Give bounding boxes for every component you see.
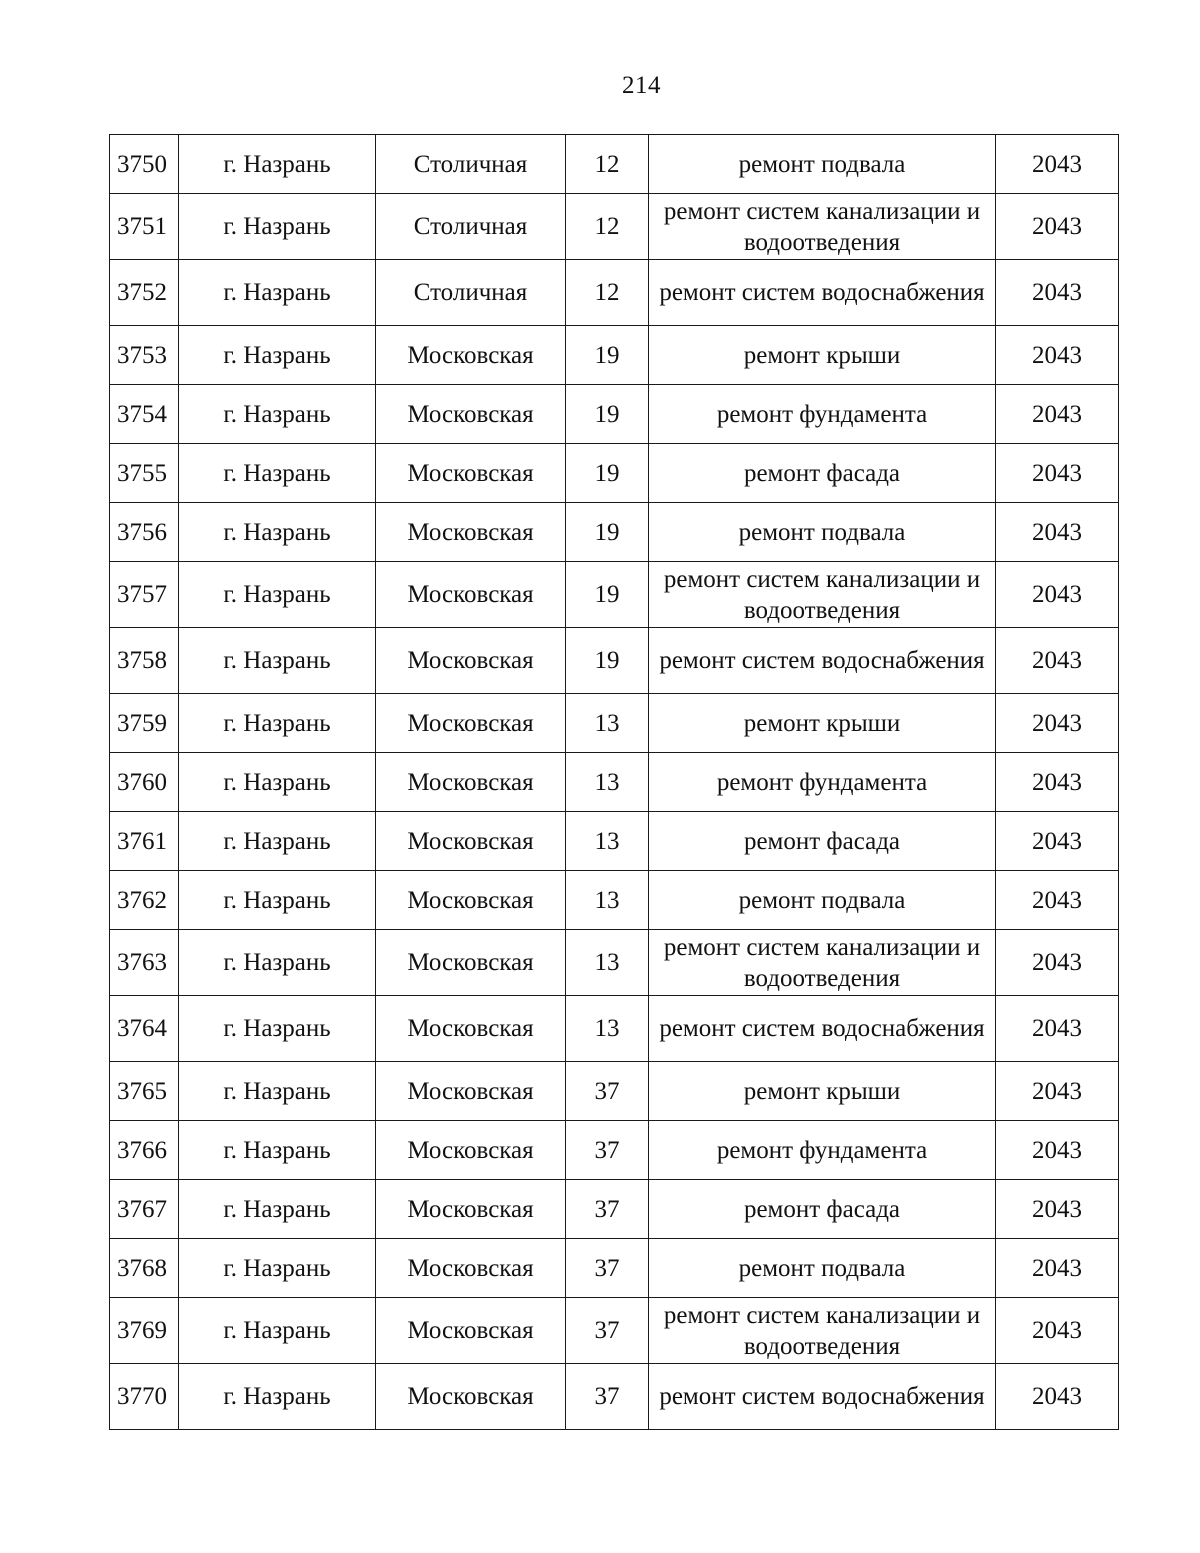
work-type-cell: ремонт фасада bbox=[649, 444, 996, 503]
table-row bbox=[110, 812, 1119, 871]
year-cell: 2043 bbox=[996, 562, 1119, 628]
year-cell: 2043 bbox=[996, 1239, 1119, 1298]
city-cell: г. Назрань bbox=[179, 385, 376, 444]
row-number-cell: 3756 bbox=[110, 503, 179, 562]
row-number-cell: 3763 bbox=[110, 930, 179, 996]
year-cell: 2043 bbox=[996, 996, 1119, 1062]
row-number-cell: 3759 bbox=[110, 694, 179, 753]
work-type-cell: ремонт систем водоснабжения bbox=[649, 628, 996, 694]
row-number-cell: 3758 bbox=[110, 628, 179, 694]
street-cell: Московская bbox=[376, 753, 566, 812]
work-type-cell: ремонт систем водоснабжения bbox=[649, 996, 996, 1062]
row-number-cell: 3761 bbox=[110, 812, 179, 871]
year-cell: 2043 bbox=[996, 1062, 1119, 1121]
year-cell: 2043 bbox=[996, 1121, 1119, 1180]
street-cell: Московская bbox=[376, 326, 566, 385]
year-cell: 2043 bbox=[996, 1180, 1119, 1239]
work-type-cell: ремонт крыши bbox=[649, 1062, 996, 1121]
table-row bbox=[110, 753, 1119, 812]
work-type-cell: ремонт систем канализации и водоотведения bbox=[649, 562, 996, 628]
row-number-cell: 3754 bbox=[110, 385, 179, 444]
table-row bbox=[110, 694, 1119, 753]
house-number-cell: 13 bbox=[566, 996, 649, 1062]
work-type-cell: ремонт фасада bbox=[649, 1180, 996, 1239]
table-body bbox=[110, 135, 1119, 1430]
city-cell: г. Назрань bbox=[179, 562, 376, 628]
year-cell: 2043 bbox=[996, 503, 1119, 562]
table-row bbox=[110, 385, 1119, 444]
house-number-cell: 19 bbox=[566, 444, 649, 503]
work-type-cell: ремонт фундамента bbox=[649, 1121, 996, 1180]
table-row bbox=[110, 996, 1119, 1062]
year-cell: 2043 bbox=[996, 1298, 1119, 1364]
city-cell: г. Назрань bbox=[179, 1180, 376, 1239]
street-cell: Столичная bbox=[376, 194, 566, 260]
city-cell: г. Назрань bbox=[179, 444, 376, 503]
work-type-cell: ремонт крыши bbox=[649, 326, 996, 385]
row-number-cell: 3751 bbox=[110, 194, 179, 260]
year-cell: 2043 bbox=[996, 385, 1119, 444]
house-number-cell: 37 bbox=[566, 1298, 649, 1364]
work-type-cell: ремонт подвала bbox=[649, 503, 996, 562]
row-number-cell: 3767 bbox=[110, 1180, 179, 1239]
repair-schedule-table bbox=[109, 134, 1119, 1430]
work-type-cell: ремонт подвала bbox=[649, 1239, 996, 1298]
street-cell: Московская bbox=[376, 996, 566, 1062]
street-cell: Московская bbox=[376, 628, 566, 694]
year-cell: 2043 bbox=[996, 135, 1119, 194]
house-number-cell: 19 bbox=[566, 628, 649, 694]
year-cell: 2043 bbox=[996, 194, 1119, 260]
year-cell: 2043 bbox=[996, 930, 1119, 996]
work-type-cell: ремонт систем водоснабжения bbox=[649, 260, 996, 326]
table-row bbox=[110, 503, 1119, 562]
table-row bbox=[110, 562, 1119, 628]
row-number-cell: 3757 bbox=[110, 562, 179, 628]
year-cell: 2043 bbox=[996, 628, 1119, 694]
table-row bbox=[110, 194, 1119, 260]
work-type-cell: ремонт систем канализации и водоотведения bbox=[649, 1298, 996, 1364]
house-number-cell: 13 bbox=[566, 694, 649, 753]
year-cell: 2043 bbox=[996, 812, 1119, 871]
street-cell: Московская bbox=[376, 503, 566, 562]
year-cell: 2043 bbox=[996, 260, 1119, 326]
city-cell: г. Назрань bbox=[179, 694, 376, 753]
street-cell: Московская bbox=[376, 385, 566, 444]
row-number-cell: 3768 bbox=[110, 1239, 179, 1298]
row-number-cell: 3762 bbox=[110, 871, 179, 930]
house-number-cell: 37 bbox=[566, 1121, 649, 1180]
city-cell: г. Назрань bbox=[179, 1239, 376, 1298]
street-cell: Московская bbox=[376, 1180, 566, 1239]
street-cell: Столичная bbox=[376, 260, 566, 326]
house-number-cell: 37 bbox=[566, 1180, 649, 1239]
row-number-cell: 3766 bbox=[110, 1121, 179, 1180]
house-number-cell: 13 bbox=[566, 871, 649, 930]
house-number-cell: 12 bbox=[566, 135, 649, 194]
table-row bbox=[110, 1298, 1119, 1364]
house-number-cell: 19 bbox=[566, 503, 649, 562]
row-number-cell: 3770 bbox=[110, 1364, 179, 1430]
house-number-cell: 19 bbox=[566, 562, 649, 628]
house-number-cell: 37 bbox=[566, 1062, 649, 1121]
street-cell: Московская bbox=[376, 1062, 566, 1121]
city-cell: г. Назрань bbox=[179, 753, 376, 812]
work-type-cell: ремонт подвала bbox=[649, 871, 996, 930]
row-number-cell: 3760 bbox=[110, 753, 179, 812]
row-number-cell: 3765 bbox=[110, 1062, 179, 1121]
city-cell: г. Назрань bbox=[179, 996, 376, 1062]
row-number-cell: 3764 bbox=[110, 996, 179, 1062]
row-number-cell: 3753 bbox=[110, 326, 179, 385]
street-cell: Московская bbox=[376, 871, 566, 930]
street-cell: Московская bbox=[376, 930, 566, 996]
table-row bbox=[110, 1239, 1119, 1298]
table-row bbox=[110, 1364, 1119, 1430]
city-cell: г. Назрань bbox=[179, 812, 376, 871]
city-cell: г. Назрань bbox=[179, 260, 376, 326]
street-cell: Московская bbox=[376, 1364, 566, 1430]
row-number-cell: 3769 bbox=[110, 1298, 179, 1364]
house-number-cell: 13 bbox=[566, 930, 649, 996]
city-cell: г. Назрань bbox=[179, 1062, 376, 1121]
work-type-cell: ремонт систем канализации и водоотведения bbox=[649, 194, 996, 260]
table-row bbox=[110, 1062, 1119, 1121]
table-row bbox=[110, 1180, 1119, 1239]
city-cell: г. Назрань bbox=[179, 871, 376, 930]
year-cell: 2043 bbox=[996, 444, 1119, 503]
street-cell: Московская bbox=[376, 694, 566, 753]
year-cell: 2043 bbox=[996, 1364, 1119, 1430]
street-cell: Московская bbox=[376, 1298, 566, 1364]
house-number-cell: 12 bbox=[566, 260, 649, 326]
page-number: 214 bbox=[622, 72, 661, 99]
year-cell: 2043 bbox=[996, 694, 1119, 753]
work-type-cell: ремонт фундамента bbox=[649, 753, 996, 812]
row-number-cell: 3750 bbox=[110, 135, 179, 194]
street-cell: Московская bbox=[376, 1239, 566, 1298]
city-cell: г. Назрань bbox=[179, 194, 376, 260]
city-cell: г. Назрань bbox=[179, 503, 376, 562]
city-cell: г. Назрань bbox=[179, 326, 376, 385]
city-cell: г. Назрань bbox=[179, 1364, 376, 1430]
table-row bbox=[110, 1121, 1119, 1180]
city-cell: г. Назрань bbox=[179, 1121, 376, 1180]
table-row bbox=[110, 326, 1119, 385]
year-cell: 2043 bbox=[996, 871, 1119, 930]
row-number-cell: 3752 bbox=[110, 260, 179, 326]
table-row bbox=[110, 930, 1119, 996]
house-number-cell: 37 bbox=[566, 1239, 649, 1298]
house-number-cell: 13 bbox=[566, 812, 649, 871]
year-cell: 2043 bbox=[996, 326, 1119, 385]
work-type-cell: ремонт систем канализации и водоотведения bbox=[649, 930, 996, 996]
house-number-cell: 37 bbox=[566, 1364, 649, 1430]
city-cell: г. Назрань bbox=[179, 135, 376, 194]
street-cell: Московская bbox=[376, 562, 566, 628]
house-number-cell: 13 bbox=[566, 753, 649, 812]
city-cell: г. Назрань bbox=[179, 628, 376, 694]
city-cell: г. Назрань bbox=[179, 1298, 376, 1364]
work-type-cell: ремонт фасада bbox=[649, 812, 996, 871]
house-number-cell: 19 bbox=[566, 326, 649, 385]
work-type-cell: ремонт систем водоснабжения bbox=[649, 1364, 996, 1430]
street-cell: Московская bbox=[376, 1121, 566, 1180]
street-cell: Московская bbox=[376, 812, 566, 871]
work-type-cell: ремонт крыши bbox=[649, 694, 996, 753]
city-cell: г. Назрань bbox=[179, 930, 376, 996]
year-cell: 2043 bbox=[996, 753, 1119, 812]
house-number-cell: 19 bbox=[566, 385, 649, 444]
table-row bbox=[110, 871, 1119, 930]
table-row bbox=[110, 260, 1119, 326]
row-number-cell: 3755 bbox=[110, 444, 179, 503]
house-number-cell: 12 bbox=[566, 194, 649, 260]
street-cell: Московская bbox=[376, 444, 566, 503]
table-row bbox=[110, 628, 1119, 694]
table-row bbox=[110, 135, 1119, 194]
table-row bbox=[110, 444, 1119, 503]
work-type-cell: ремонт фундамента bbox=[649, 385, 996, 444]
work-type-cell: ремонт подвала bbox=[649, 135, 996, 194]
street-cell: Столичная bbox=[376, 135, 566, 194]
